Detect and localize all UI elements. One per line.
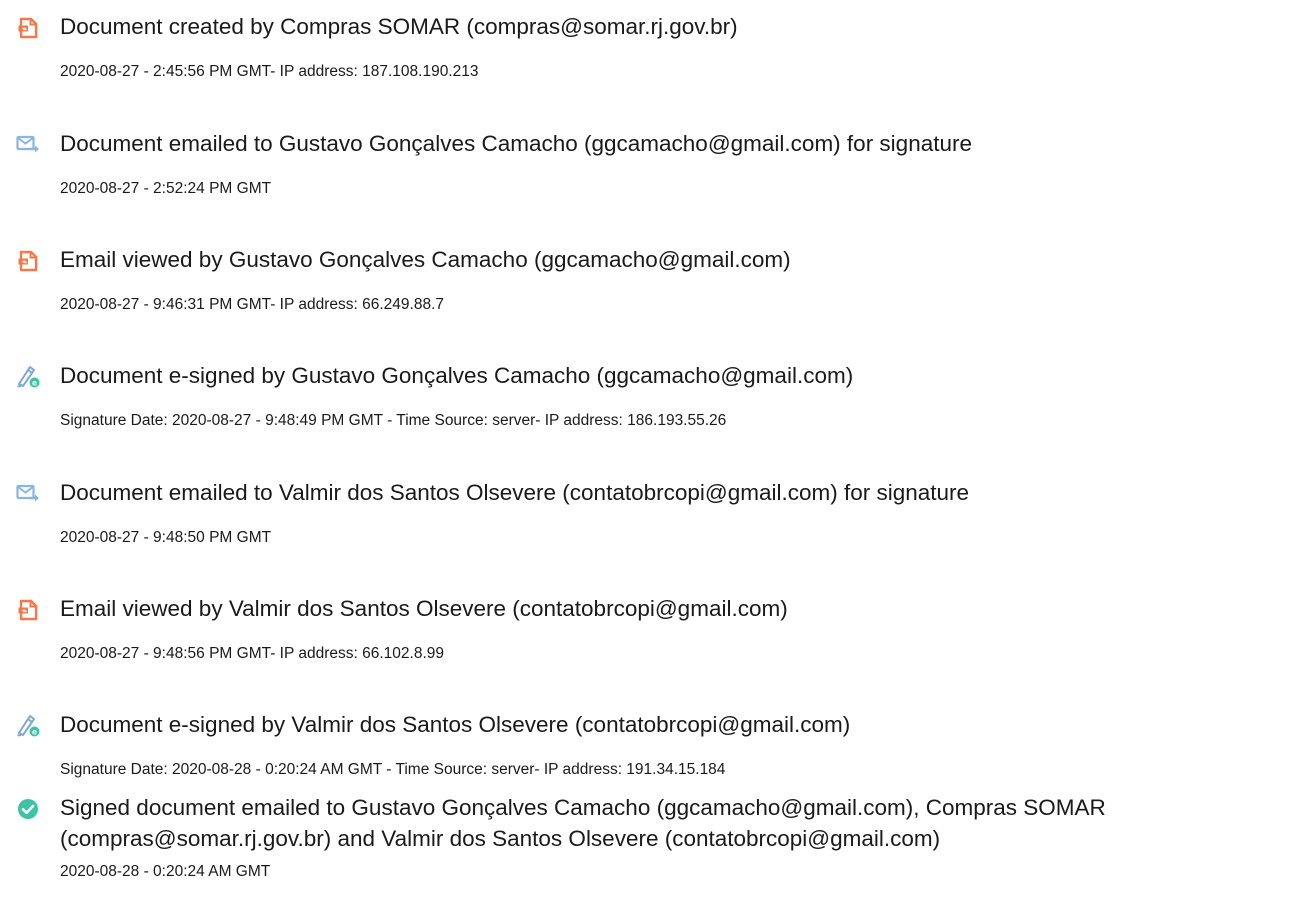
event-title: Email viewed by Valmir dos Santos Olsevere (contatobrcopi@gmail.com) [60, 596, 788, 621]
event-detail: Signature Date: 2020-08-28 - 0:20:24 AM GMT - Time Source: server- IP address: 191.34.15.184 [60, 761, 726, 778]
event-title: Document e-signed by Gustavo Gonçalves Camacho (ggcamacho@gmail.com) [60, 363, 854, 388]
event-title: Document emailed to Valmir dos Santos Olsevere (contatobrcopi@gmail.com) for signature [60, 480, 970, 505]
esign-pen-icon [16, 365, 40, 389]
event-title: Document created by Compras SOMAR (compras@somar.rj.gov.br) [60, 14, 738, 39]
event-title: Email viewed by Gustavo Gonçalves Camacho (ggcamacho@gmail.com) [60, 247, 791, 272]
event-detail: 2020-08-27 - 9:48:56 PM GMT- IP address: 66.102.8.99 [60, 645, 444, 662]
event-title: Document e-signed by Valmir dos Santos Olsevere (contatobrcopi@gmail.com) [60, 712, 851, 737]
event-title: Signed document emailed to Gustavo Gonçalves Camacho (ggcamacho@gmail.com), Compras SOMAR (compras@somar.rj.gov.br) and Valmir dos Santos Olsevere (contatobrcopi@gmail.com) [60, 795, 1106, 851]
event-detail: 2020-08-27 - 9:46:31 PM GMT- IP address: 66.249.88.7 [60, 296, 444, 313]
event-detail: 2020-08-27 - 2:45:56 PM GMT- IP address: 187.108.190.213 [60, 63, 479, 80]
svg-text:e: e [31, 727, 38, 737]
esign-pen-icon [16, 714, 40, 738]
event-detail: 2020-08-27 - 2:52:24 PM GMT [60, 180, 272, 197]
svg-text:e: e [31, 378, 38, 388]
event-title: Document emailed to Gustavo Gonçalves Camacho (ggcamacho@gmail.com) for signature [60, 131, 972, 156]
email-send-icon [16, 133, 40, 157]
event-detail: 2020-08-27 - 9:48:50 PM GMT [60, 529, 272, 546]
pdf-document-icon [16, 16, 40, 40]
email-send-icon [16, 482, 40, 506]
event-detail: Signature Date: 2020-08-27 - 9:48:49 PM GMT - Time Source: server- IP address: 186.193.55.26 [60, 412, 727, 429]
checkmark-circle-icon [16, 797, 40, 821]
pdf-document-icon [16, 249, 40, 273]
event-detail: 2020-08-28 - 0:20:24 AM GMT [60, 863, 271, 880]
pdf-document-icon [16, 598, 40, 622]
